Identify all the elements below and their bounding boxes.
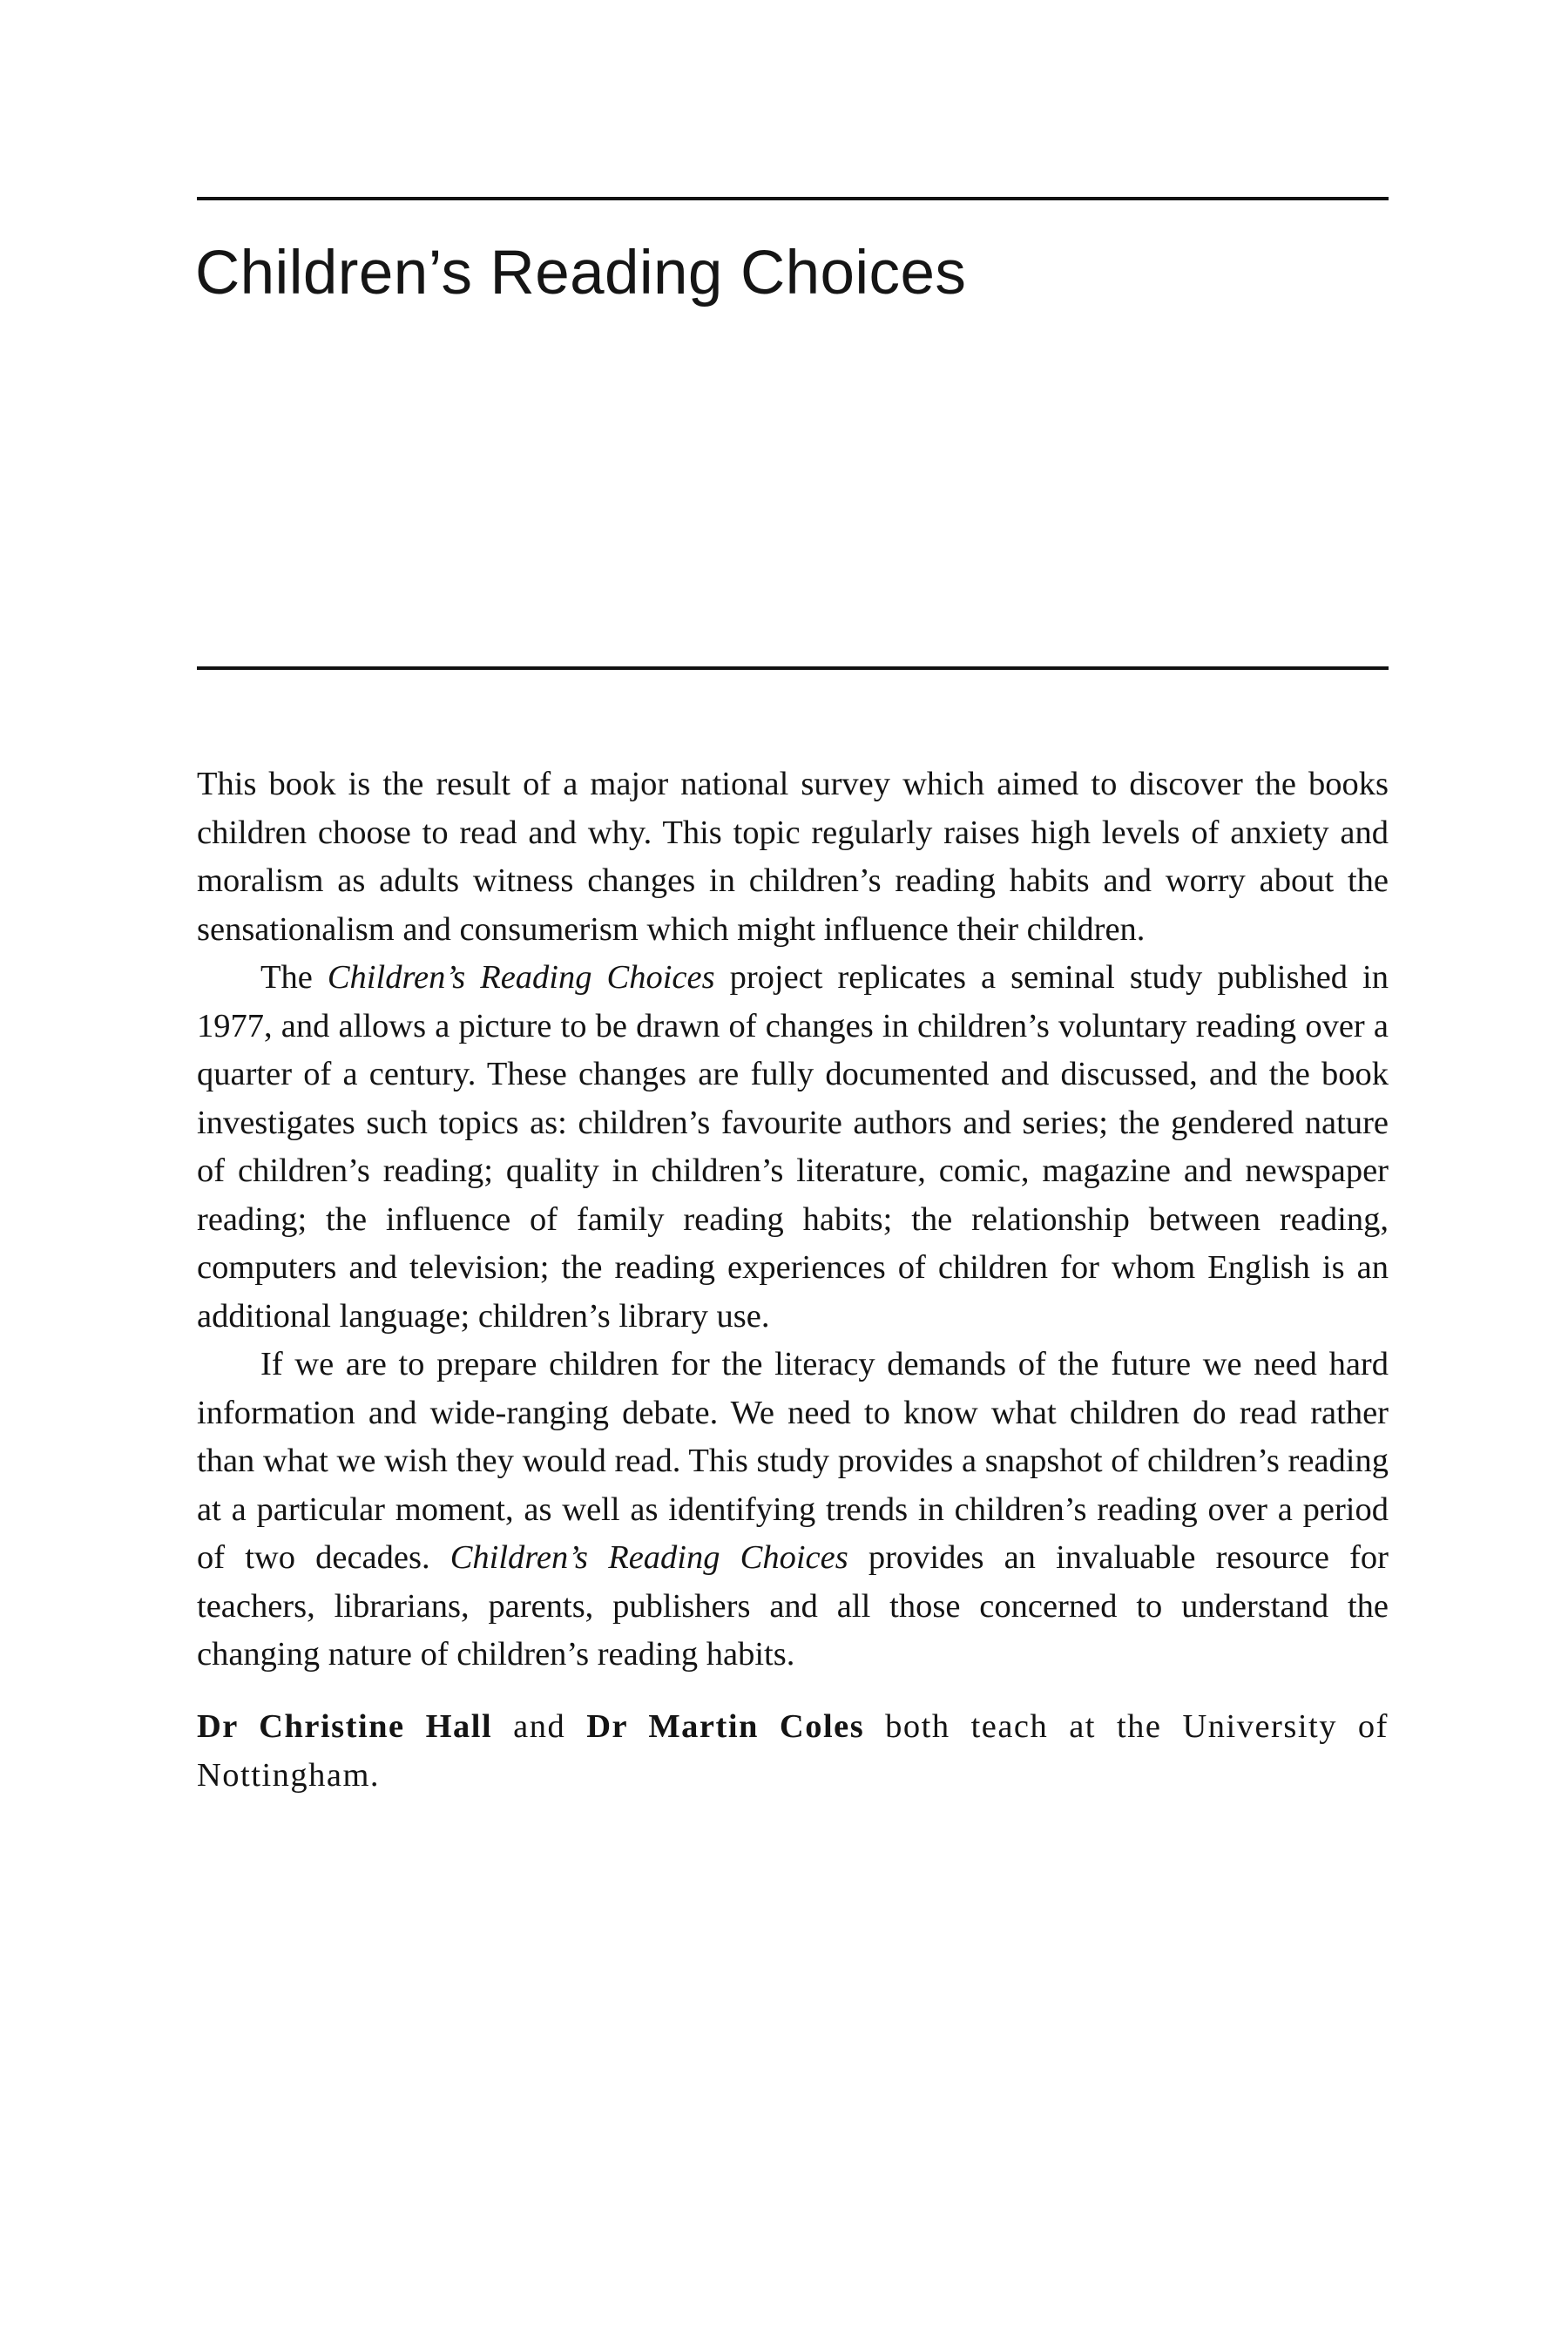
paragraph-2-body: project replicates a seminal study published in 1977, and allows a picture to be drawn of changes in children’s voluntary reading over a quarter of a century. These changes are fully documented and discussed, and the book investigates such topics as: children’s favourite authors and series; the gendered nature of children’s reading; quality in children’s literature, comic, magazine and newspaper reading; the influence of family reading habits; the relationship between reading, computers and television; the reading experiences of children for whom English is an additional language; children’s library use. (197, 959, 1389, 1335)
paragraph-3-body: provides an invaluable resource for teachers, librarians, parents, publishers and all those concerned to understand the changing nature of children’s reading habits. (197, 1539, 1389, 1673)
author-note (197, 1703, 1389, 1800)
author-conjunction: and (492, 1708, 587, 1745)
book-title-italic: Children’s Reading Choices (327, 959, 715, 996)
author-name-1: Dr Christine Hall (197, 1708, 493, 1745)
author-affiliation: both teach at the University of Nottingham. (197, 1708, 1389, 1794)
description-paragraph-3 (197, 1341, 1389, 1680)
paragraph-3-lead: If we are to prepare children for the literacy demands of the future we need hard information and wide-ranging debate. We need to know what children do read rather than what we wish they would read. This study provides a snapshot of children’s reading at a particular moment, as well as identifying trends in children’s reading over a period of two decades. (197, 1346, 1389, 1576)
paragraph-2-lead: The (260, 959, 328, 996)
book-description (197, 760, 1389, 1680)
description-paragraph-2 (197, 954, 1389, 1341)
page-title: Children’s Reading Choices (195, 239, 967, 308)
bottom-rule (197, 666, 1389, 670)
book-title-italic: Children’s Reading Choices (449, 1539, 848, 1576)
author-name-2: Dr Martin Coles (586, 1708, 865, 1745)
top-rule (197, 197, 1389, 200)
description-paragraph-1: This book is the result of a major national survey which aimed to discover the books children choose to read and why. This topic regularly raises high levels of anxiety and moralism as adults witness changes in children’s reading habits and worry about the sensationalism and consumerism which might influence their children. (197, 766, 1389, 948)
